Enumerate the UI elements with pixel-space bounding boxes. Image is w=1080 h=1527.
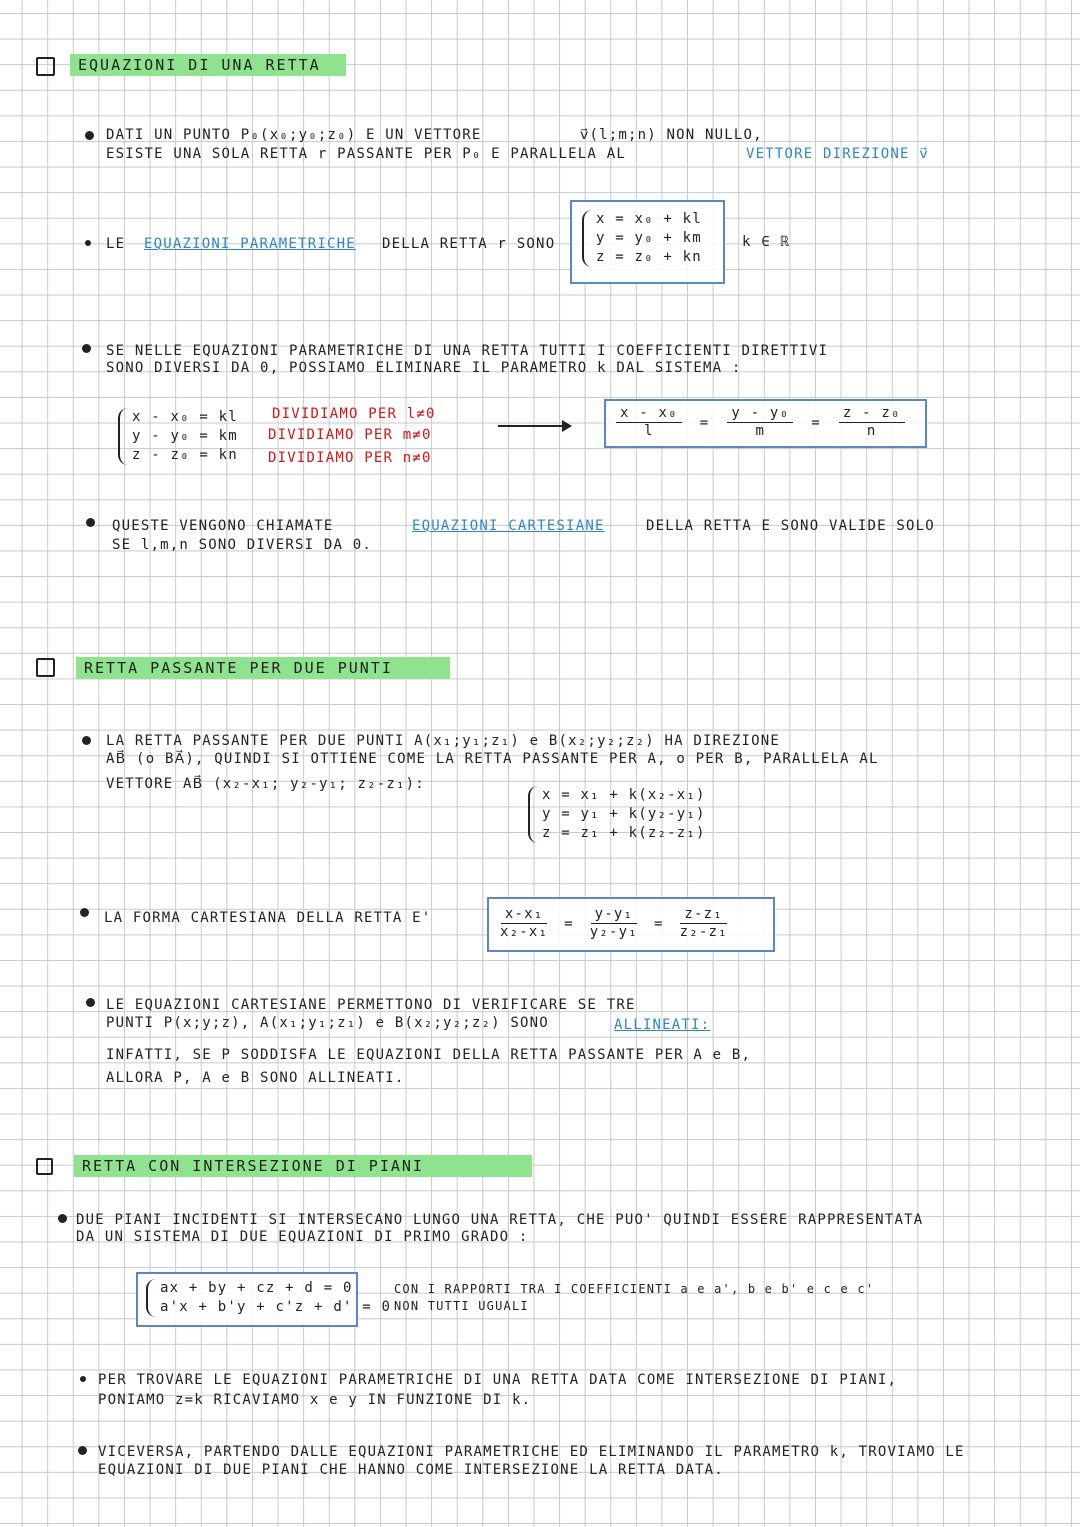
param-system (582, 210, 702, 267)
s1-b4-line1c: DELLA RETTA E SONO VALIDE SOLO (646, 518, 935, 534)
bullet-dot (85, 131, 94, 140)
s1-b4-line1b: EQUAZIONI CARTESIANE (412, 518, 605, 534)
bullet-dot (86, 518, 95, 527)
cartesian-eq-2: $\frac{\text{x-x₁}}{\text{x₂-x₁}}$ = $\frac{\text{y-y₁}}{\text{y₂-y₁}}$ = $\frac{\text{z-z₁}}{\text{z₂-z₁}}$ (496, 906, 732, 941)
s2-b3-line1: LE EQUAZIONI CARTESIANE PERMETTONO DI VERIFICARE SE TRE (106, 997, 636, 1013)
section2-checkbox[interactable] (36, 658, 55, 677)
s3-b3-line2: EQUAZIONI DI DUE PIANI CHE HANNO COME INTERSEZIONE LA RETTA DATA. (98, 1462, 724, 1478)
bullet-dot (58, 1214, 67, 1223)
param2-eq-z: z = z₁ + k(z₂-z₁) (542, 825, 706, 841)
plane-eq-1: ax + by + cz + d = 0 (160, 1280, 353, 1296)
s1-b3-line1: SE NELLE EQUAZIONI PARAMETRICHE DI UNA RETTA TUTTI I COEFFICIENTI DIRETTIVI (106, 343, 829, 359)
s2-b3-line3: INFATTI, SE P SODDISFA LE EQUAZIONI DELLA RETTA PASSANTE PER A e B, (106, 1047, 752, 1063)
param-system-2 (528, 786, 706, 843)
fraction-x2: $\frac{\text{x-x₁}}{\text{x₂-x₁}}$ (500, 906, 549, 940)
s3-b2-line1: PER TROVARE LE EQUAZIONI PARAMETRICHE DI UNA RETTA DATA COME INTERSEZIONE DI PIANI, (98, 1372, 898, 1388)
param-eq-x: x = x₀ + kl (596, 211, 702, 227)
param2-eq-y: y = y₁ + k(y₂-y₁) (542, 806, 706, 822)
s1-b1-line1b: v⃗(l;m;n) NON NULLO, (580, 127, 763, 143)
s3-b1-line1: DUE PIANI INCIDENTI SI INTERSECANO LUNGO UNA RETTA, CHE PUO' QUINDI ESSERE RAPPRESENTATA (76, 1212, 924, 1228)
bullet-dot (80, 908, 89, 917)
divide-note-3: DIVIDIAMO PER n≠0 (268, 450, 432, 466)
s2-b1-line1: LA RETTA PASSANTE PER DUE PUNTI A(x₁;y₁;z₁) e B(x₂;y₂;z₂) HA DIREZIONE (106, 733, 781, 749)
cartesian-eq-1: $\frac{\text{x - x₀}}{l}$ = $\frac{\text{y - y₀}}{m}$ = $\frac{\text{z - z₀}}{n}$ (616, 405, 905, 440)
elim-eq-y: y - y₀ = km (132, 428, 238, 444)
s1-b4-line1a: QUESTE VENGONO CHIAMATE (112, 518, 334, 534)
elim-system (118, 408, 238, 465)
s3-cond-line2: NON TUTTI UGUALI (394, 1299, 529, 1313)
s2-b2: LA FORMA CARTESIANA DELLA RETTA E' (104, 910, 432, 926)
fraction-y: $\frac{\text{y - y₀}}{m}$ (727, 405, 793, 440)
bullet-dot (86, 998, 95, 1007)
param-eq-y: y = y₀ + km (596, 230, 702, 246)
s1-b3-line2: SONO DIVERSI DA 0, POSSIAMO ELIMINARE IL PARAMETRO k DAL SISTEMA : (106, 360, 742, 376)
k-in-r: k ∈ ℝ (742, 234, 791, 250)
bullet-dot (78, 1446, 87, 1455)
s2-b3-line2b: ALLINEATI: (614, 1017, 711, 1033)
s1-b4-line2: SE l,m,n SONO DIVERSI DA 0. (112, 537, 372, 553)
s3-b2-line2: PONIAMO z=k RICAVIAMO x e y IN FUNZIONE DI k. (98, 1392, 532, 1408)
section3-title: RETTA CON INTERSEZIONE DI PIANI (74, 1155, 532, 1177)
s1-b2-c: DELLA RETTA r SONO (382, 236, 556, 252)
fraction-z: $\frac{\text{z - z₀}}{n}$ (839, 405, 905, 440)
elim-eq-z: z - z₀ = kn (132, 447, 238, 463)
s2-b3-line4: ALLORA P, A e B SONO ALLINEATI. (106, 1070, 405, 1086)
s2-b1-line3: VETTORE AB⃗ (x₂-x₁; y₂-y₁; z₂-z₁): (106, 776, 425, 792)
bullet-dot (82, 344, 91, 353)
fraction-x: $\frac{\text{x - x₀}}{l}$ (616, 405, 682, 440)
section2-title: RETTA PASSANTE PER DUE PUNTI (76, 657, 450, 679)
s3-b3-line1: VICEVERSA, PARTENDO DALLE EQUAZIONI PARAMETRICHE ED ELIMINANDO IL PARAMETRO k, TROVIAMO LE (98, 1444, 965, 1460)
s1-b2-b: EQUAZIONI PARAMETRICHE (144, 236, 356, 252)
elim-eq-x: x - x₀ = kl (132, 409, 238, 425)
param2-eq-x: x = x₁ + k(x₂-x₁) (542, 787, 706, 803)
s2-b3-line2a: PUNTI P(x;y;z), A(x₁;y₁;z₁) e B(x₂;y₂;z₂) SONO (106, 1015, 549, 1031)
planes-system (146, 1279, 391, 1317)
arrow-icon (498, 425, 570, 427)
param-eq-z: z = z₀ + kn (596, 249, 702, 265)
s3-cond-line1: CON I RAPPORTI TRA I COEFFICIENTI a e a', b e b' e c e c' (394, 1282, 875, 1296)
bullet-dot (82, 736, 91, 745)
section3-checkbox[interactable] (36, 1158, 53, 1175)
section1-checkbox[interactable] (36, 57, 55, 76)
bullet-dot (85, 240, 91, 246)
s1-b2-a: LE (106, 236, 126, 252)
s1-b1-line2a: ESISTE UNA SOLA RETTA r PASSANTE PER P₀ E PARALLELA AL (106, 146, 626, 162)
fraction-z2: $\frac{\text{z-z₁}}{\text{z₂-z₁}}$ (679, 906, 728, 940)
s1-b1-line2b: VETTORE DIREZIONE v⃗ (746, 146, 929, 162)
section1-title: EQUAZIONI DI UNA RETTA (70, 54, 346, 76)
plane-eq-2: a'x + b'y + c'z + d' = 0 (160, 1299, 392, 1315)
divide-note-2: DIVIDIAMO PER m≠0 (268, 427, 432, 443)
s2-b1-line2: AB⃗ (o BA⃗), QUINDI SI OTTIENE COME LA RETTA PASSANTE PER A, o PER B, PARALLELA AL (106, 751, 879, 767)
bullet-dot (80, 1376, 86, 1382)
s3-b1-line2: DA UN SISTEMA DI DUE EQUAZIONI DI PRIMO GRADO : (76, 1229, 529, 1245)
s1-b1-line1a: DATI UN PUNTO P₀(x₀;y₀;z₀) E UN VETTORE (106, 127, 482, 143)
fraction-y2: $\frac{\text{y-y₁}}{\text{y₂-y₁}}$ (589, 906, 638, 940)
divide-note-1: DIVIDIAMO PER l≠0 (272, 406, 436, 422)
